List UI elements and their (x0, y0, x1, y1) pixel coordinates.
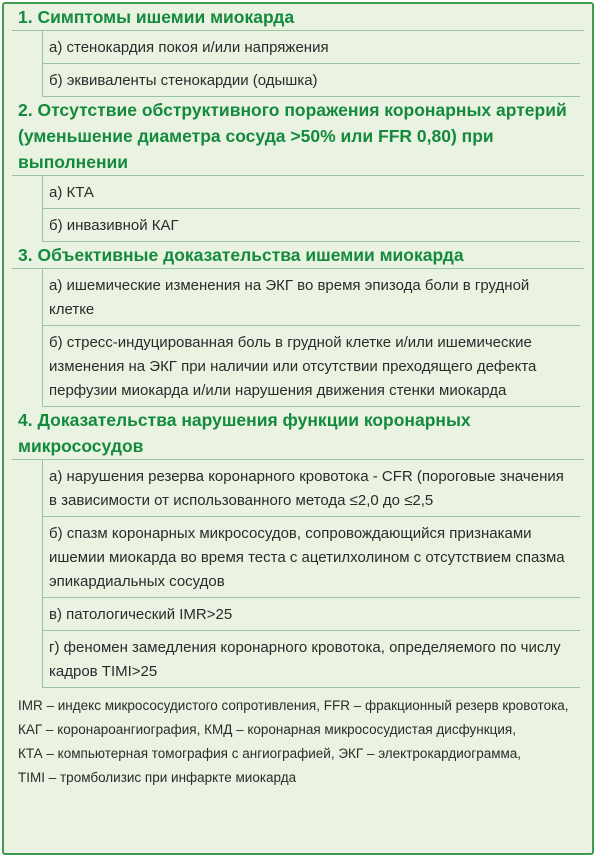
section-4 (12, 407, 584, 688)
list-item: а) стенокардия покоя и/или напряжения (42, 31, 580, 64)
footnote (18, 694, 578, 790)
section-1 (12, 4, 584, 97)
section-title: 2. Отсутствие обструктивного поражения коронарных артерий (уменьшение диаметра сосуда >50% или FFR 0,80) при выполнении (12, 97, 584, 176)
list-item: б) стресс-индуцированная боль в грудной клетке и/или ишемические изменения на ЭКГ при наличии или отсутствии преходящего дефекта перфузии миокарда и/или нарушения движения стенки миокарда (42, 326, 580, 407)
footnote-line: TIMI – тромболизис при инфаркте миокарда (18, 770, 297, 785)
list-item: г) феномен замедления коронарного кровотока, определяемого по числу кадров TIMI>25 (42, 631, 580, 688)
footnote-line: КТА – компьютерная томография с ангиографией, ЭКГ – электрокардиограмма, (18, 746, 522, 761)
list-item: в) патологический IMR>25 (42, 598, 580, 631)
list-item: б) спазм коронарных микрососудов, сопровождающийся признаками ишемии миокарда во время теста с ацетилхолином с отсутствием спазма эпикардиальных сосудов (42, 517, 580, 598)
footnote-line: IMR – индекс микрососудистого сопротивления, FFR – фракционный резерв кровотока, (18, 698, 569, 713)
list-item: а) КТА (42, 176, 580, 209)
list-item: б) эквиваленты стенокардии (одышка) (42, 64, 580, 97)
section-title: 3. Объективные доказательства ишемии миокарда (12, 242, 584, 269)
section-title: 4. Доказательства нарушения функции коронарных микрососудов (12, 407, 584, 460)
list-item: б) инвазивной КАГ (42, 209, 580, 242)
list-item: а) нарушения резерва коронарного кровотока - CFR (пороговые значения в зависимости от использованного метода ≤2,0 до ≤2,5 (42, 460, 580, 517)
section-2 (12, 97, 584, 242)
list-item: а) ишемические изменения на ЭКГ во время эпизода боли в грудной клетке (42, 269, 580, 326)
footnote-line: КАГ – коронароангиография, КМД – коронарная микрососудистая дисфункция, (18, 722, 516, 737)
section-3 (12, 242, 584, 407)
section-title: 1. Симптомы ишемии миокарда (12, 4, 584, 31)
criteria-table (2, 2, 594, 855)
